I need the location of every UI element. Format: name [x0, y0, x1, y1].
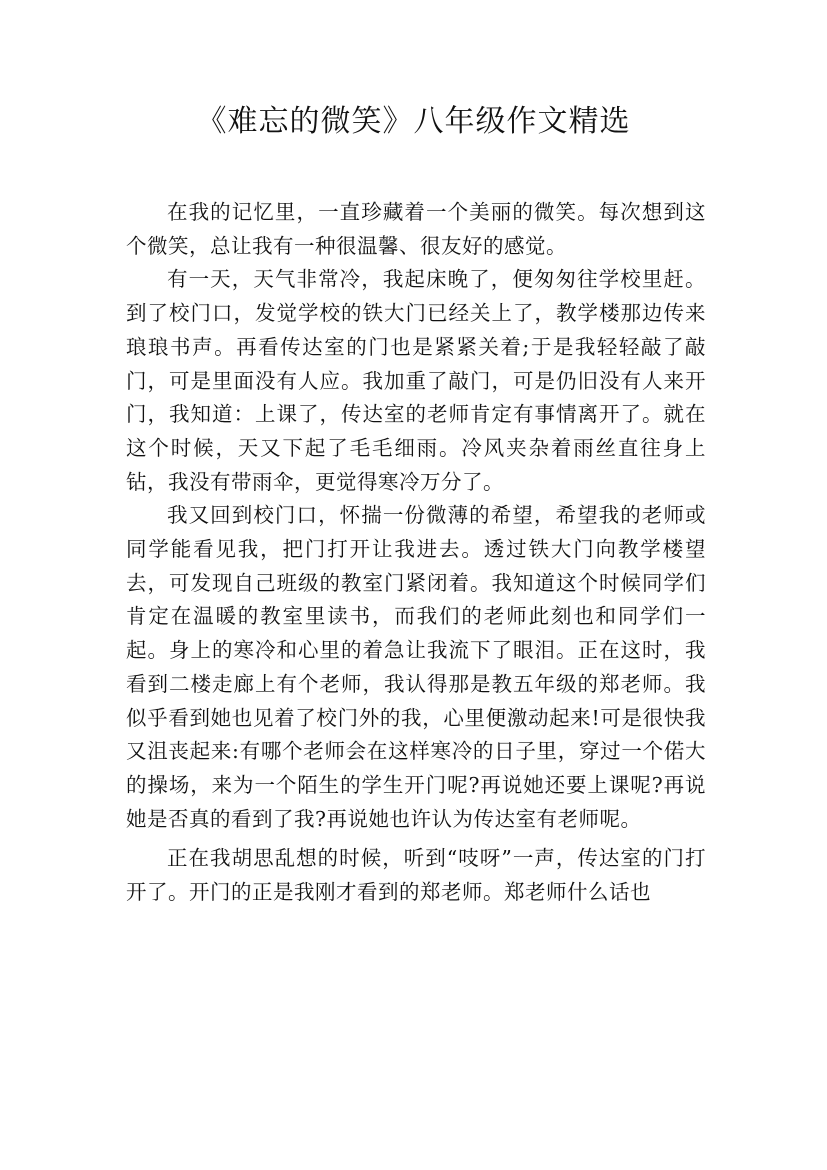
paragraph-1: 在我的记忆里，一直珍藏着一个美丽的微笑。每次想到这个微笑，总让我有一种很温馨、很友好的感觉。: [126, 200, 706, 258]
paragraph-3: 我又回到校门口，怀揣一份微薄的希望，希望我的老师或同学能看见我，把门打开让我进去。透过铁大门向教学楼望去，可发现自己班级的教室门紧闭着。我知道这个时候同学们肯定在温暖的教室里读书，而我们的老师此刻也和同学们一起。身上的寒冷和心里的着急让我流下了眼泪。正在这时，我看到二楼走廊上有个老师，我认得那是教五年级的郑老师。我似乎看到她也见着了校门外的我，心里便激动起来!可是很快我又沮丧起来:有哪个老师会在这样寒冷的日子里，穿过一个偌大的操场，来为一个陌生的学生开门呢?再说她还要上课呢?再说她是否真的看到了我?再说她也许认为传达室有老师呢。: [126, 503, 706, 831]
document-body: [126, 196, 706, 910]
paragraph-4: 正在我胡思乱想的时候，听到“吱呀”一声，传达室的门打开了。开门的正是我刚才看到的郑老师。郑老师什么话也: [126, 846, 706, 905]
document-title: 《难忘的微笑》八年级作文精选: [196, 104, 631, 139]
paragraph-2: 有一天，天气非常冷，我起床晚了，便匆匆往学校里赶。到了校门口，发觉学校的铁大门已经关上了，教学楼那边传来琅琅书声。再看传达室的门也是紧紧关着;于是我轻轻敲了敲门，可是里面没有人应。我加重了敲门，可是仍旧没有人来开门，我知道：上课了，传达室的老师肯定有事情离开了。就在这个时候，天又下起了毛毛细雨。冷风夹杂着雨丝直往身上钻，我没有带雨伞，更觉得寒冷万分了。: [126, 267, 706, 494]
